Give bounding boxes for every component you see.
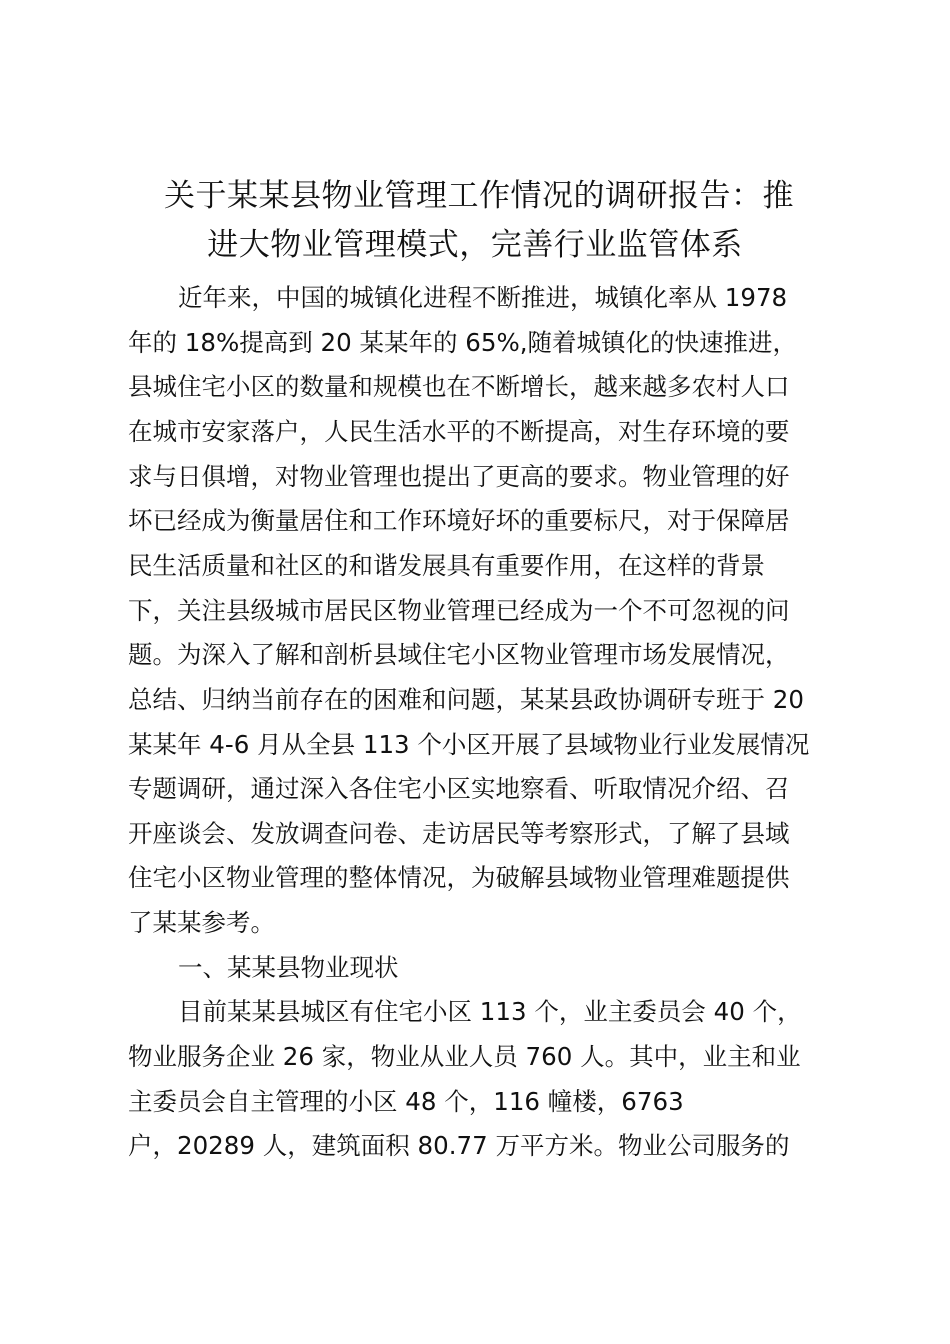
section-heading: 一、某某县物业现状 xyxy=(178,952,399,982)
intro-paragraph-line: 开座谈会、发放调查问卷、走访居民等考察形式，了解了县域 xyxy=(128,818,790,848)
section1-paragraph-line: 物业服务企业 26 家，物业从业人员 760 人。其中，业主和业 xyxy=(128,1042,801,1072)
intro-paragraph-line: 题。为深入了解和剖析县域住宅小区物业管理市场发展情况， xyxy=(128,640,790,670)
intro-paragraph-line: 总结、归纳当前存在的困难和问题，某某县政协调研专班于 20 xyxy=(128,684,804,714)
intro-paragraph-line: 县城住宅小区的数量和规模也在不断增长，越来越多农村人口 xyxy=(128,372,790,402)
section1-paragraph-line: 户，20289 人，建筑面积 80.77 万平方米。物业公司服务的 xyxy=(128,1131,790,1161)
intro-paragraph-line: 坏已经成为衡量居住和工作环境好坏的重要标尺，对于保障居 xyxy=(128,506,790,536)
intro-paragraph-line: 某某年 4-6 月从全县 113 个小区开展了县域物业行业发展情况 xyxy=(128,729,810,759)
intro-paragraph-line: 住宅小区物业管理的整体情况，为破解县域物业管理难题提供 xyxy=(128,863,790,893)
intro-paragraph-line: 了某某参考。 xyxy=(128,908,275,938)
document-title-line-2: 进大物业管理模式，完善行业监管体系 xyxy=(207,227,743,263)
section1-paragraph-line: 目前某某县城区有住宅小区 113 个，业主委员会 40 个， xyxy=(178,997,802,1027)
document-title-line-1: 关于某某县物业管理工作情况的调研报告：推 xyxy=(164,178,794,214)
intro-paragraph-line: 在城市安家落户，人民生活水平的不断提高，对生存环境的要 xyxy=(128,416,790,446)
intro-paragraph-line: 年的 18%提高到 20 某某年的 65%,随着城镇化的快速推进， xyxy=(128,327,798,357)
intro-paragraph-line: 专题调研，通过深入各住宅小区实地察看、听取情况介绍、召 xyxy=(128,774,790,804)
intro-paragraph-line: 下，关注县级城市居民区物业管理已经成为一个不可忽视的问 xyxy=(128,595,790,625)
section1-paragraph-line: 主委员会自主管理的小区 48 个，116 幢楼，6763 xyxy=(128,1086,684,1116)
intro-paragraph-line: 民生活质量和社区的和谐发展具有重要作用，在这样的背景 xyxy=(128,550,765,580)
intro-paragraph-line: 求与日俱增，对物业管理也提出了更高的要求。物业管理的好 xyxy=(128,461,790,491)
intro-paragraph-line: 近年来，中国的城镇化进程不断推进，城镇化率从 1978 xyxy=(178,283,788,312)
